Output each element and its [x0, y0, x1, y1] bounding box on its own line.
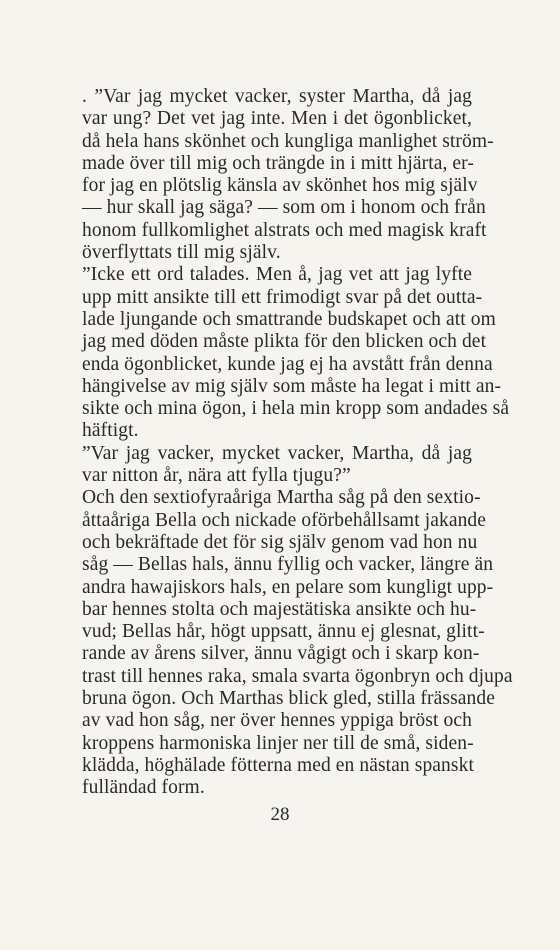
text-line: andra hawajiskors hals, en pelare som kungligt upp- — [82, 576, 494, 598]
text-line: åttaåriga Bella och nickade oförbehållsamt jakande — [82, 509, 487, 531]
body-text — [82, 86, 513, 800]
text-line: hängivelse av mig själv som måste ha legat i mitt an- — [82, 375, 502, 397]
text-line: honom fullkomlighet alstrats och med magisk kraft — [82, 219, 487, 241]
text-line: var ung? Det vet jag inte. Men i det ögonblicket, — [82, 108, 472, 130]
text-line: lade ljungande och smattrande budskapet och att om — [82, 308, 496, 330]
text-line: — hur skall jag säga? — som om i honom och från — [82, 197, 486, 219]
text-line: då hela hans skönhet och kungliga manlighet ström- — [82, 130, 494, 152]
text-line: överflyttats till mig själv. — [82, 242, 281, 264]
text-line: bar hennes stolta och majestätiska ansikte och hu- — [82, 598, 477, 620]
text-line: kroppens harmoniska linjer ner till de små, siden- — [82, 732, 474, 754]
text-line: av vad hon såg, ner över hennes yppiga bröst och — [82, 710, 472, 732]
text-line: fulländad form. — [82, 777, 205, 799]
text-line: jag med döden måste plikta för den blicken och det — [82, 331, 487, 353]
text-line: sikte och mina ögon, i hela min kropp som andades så — [82, 398, 510, 420]
text-line: var nitton år, nära att fylla tjugu?” — [82, 465, 351, 487]
text-line: rande av årens silver, ännu vågigt och i skarp kon- — [82, 643, 480, 665]
text-line: häftigt. — [82, 420, 139, 442]
text-line: . ”Var jag mycket vacker, syster Martha, då jag — [82, 86, 472, 107]
text-line: made över till mig och trängde in i mitt hjärta, er- — [82, 152, 474, 174]
text-line: och bekräftade det för sig själv genom vad hon nu — [82, 531, 478, 553]
text-line: klädda, höghälade fötterna med en nästan spanskt — [82, 754, 474, 776]
text-line: bruna ögon. Och Marthas blick gled, stilla frässande — [82, 688, 495, 710]
text-line: såg — Bellas hals, ännu fyllig och vacker, längre än — [82, 554, 494, 576]
text-line: Och den sextiofyraåriga Martha såg på den sextio- — [82, 487, 481, 509]
text-line: vud; Bellas hår, högt uppsatt, ännu ej glesnat, glitt- — [82, 621, 485, 643]
page-number: 28 — [270, 804, 290, 825]
text-line: for jag en plötslig känsla av skönhet hos mig själv — [82, 175, 478, 197]
text-line: trast till hennes raka, smala svarta ögonbryn och djupa — [82, 665, 513, 687]
text-line: ”Var jag vacker, mycket vacker, Martha, då jag — [82, 442, 472, 464]
text-line: enda ögonblicket, kunde jag ej ha avstått från denna — [82, 353, 493, 375]
text-line: ”Icke ett ord talades. Men å, jag vet att jag lyfte — [82, 264, 472, 286]
text-line: upp mitt ansikte till ett frimodigt svar på det outta- — [82, 286, 483, 308]
